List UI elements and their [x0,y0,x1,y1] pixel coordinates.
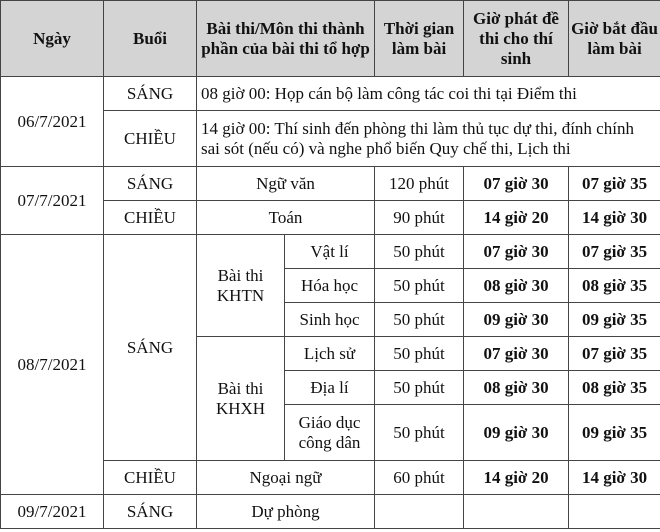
subject-cell: Toán [197,201,375,235]
handout-time-cell: 14 giờ 20 [464,461,569,495]
table-row [1,235,660,269]
group-cell: Bài thi KHTN [197,235,285,337]
header-session: Buổi [104,1,197,77]
start-time-cell: 09 giờ 35 [569,405,660,461]
duration-cell: 50 phút [375,303,464,337]
subject-cell: Vật lí [285,235,375,269]
table-row [1,167,660,201]
start-time-cell: 07 giờ 35 [569,235,660,269]
handout-time-cell: 08 giờ 30 [464,371,569,405]
session-cell: CHIỀU [104,111,197,167]
handout-time-cell [464,495,569,529]
handout-time-cell: 14 giờ 20 [464,201,569,235]
start-time-cell: 08 giờ 35 [569,371,660,405]
handout-time-cell: 07 giờ 30 [464,235,569,269]
handout-time-cell: 07 giờ 30 [464,167,569,201]
note-cell: 14 giờ 00: Thí sinh đến phòng thi làm thủ tục dự thi, đính chính sai sót (nếu có) và nghe phổ biến Quy chế thi, Lịch thi [197,111,660,167]
duration-cell: 120 phút [375,167,464,201]
header-subject: Bài thi/Môn thi thành phần của bài thi tổ hợp [197,1,375,77]
date-cell: 09/7/2021 [1,495,104,529]
session-cell: CHIỀU [104,201,197,235]
header-date: Ngày [1,1,104,77]
session-cell: SÁNG [104,167,197,201]
handout-time-cell: 09 giờ 30 [464,303,569,337]
handout-time-cell: 08 giờ 30 [464,269,569,303]
session-cell: SÁNG [104,235,197,461]
duration-cell: 50 phút [375,235,464,269]
duration-cell: 50 phút [375,337,464,371]
handout-time-cell: 07 giờ 30 [464,337,569,371]
duration-cell: 90 phút [375,201,464,235]
duration-cell: 60 phút [375,461,464,495]
date-cell: 07/7/2021 [1,167,104,235]
subject-cell: Địa lí [285,371,375,405]
session-cell: SÁNG [104,495,197,529]
duration-cell: 50 phút [375,371,464,405]
start-time-cell: 07 giờ 35 [569,167,660,201]
subject-cell: Hóa học [285,269,375,303]
duration-cell: 50 phút [375,269,464,303]
date-cell: 08/7/2021 [1,235,104,495]
subject-cell: Ngữ văn [197,167,375,201]
note-cell: 08 giờ 00: Họp cán bộ làm công tác coi thi tại Điểm thi [197,77,660,111]
table-row [1,77,660,111]
subject-cell: Sinh học [285,303,375,337]
start-time-cell: 14 giờ 30 [569,461,660,495]
handout-time-cell: 09 giờ 30 [464,405,569,461]
table-row [1,495,660,529]
duration-cell [375,495,464,529]
header-duration: Thời gian làm bài [375,1,464,77]
start-time-cell: 14 giờ 30 [569,201,660,235]
session-cell: SÁNG [104,77,197,111]
start-time-cell: 08 giờ 35 [569,269,660,303]
subject-cell: Giáo dục công dân [285,405,375,461]
group-cell: Bài thi KHXH [197,337,285,461]
start-time-cell [569,495,660,529]
subject-cell: Lịch sử [285,337,375,371]
start-time-cell: 07 giờ 35 [569,337,660,371]
session-cell: CHIỀU [104,461,197,495]
duration-cell: 50 phút [375,405,464,461]
subject-cell: Dự phòng [197,495,375,529]
header-handout-time: Giờ phát đề thi cho thí sinh [464,1,569,77]
header-row [1,1,660,77]
start-time-cell: 09 giờ 35 [569,303,660,337]
subject-cell: Ngoại ngữ [197,461,375,495]
header-start-time: Giờ bắt đầu làm bài [569,1,660,77]
date-cell: 06/7/2021 [1,77,104,167]
